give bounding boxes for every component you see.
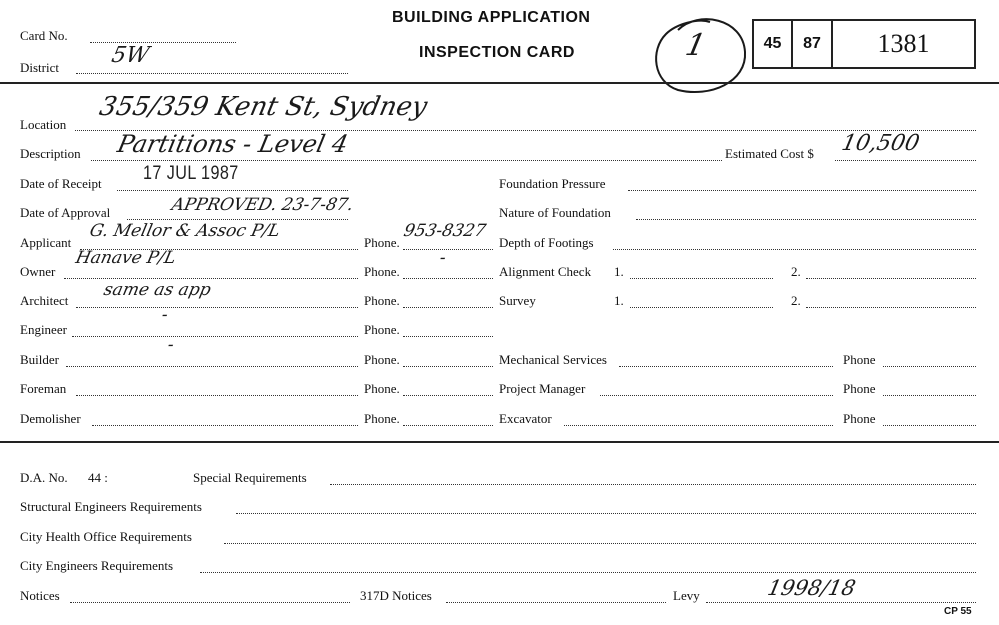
special-requirements-line <box>330 484 976 485</box>
location-label: Location <box>20 117 67 132</box>
excavator-phone-line <box>883 425 976 426</box>
date-of-approval-label: Date of Approval <box>20 205 111 220</box>
builder-line <box>66 366 358 367</box>
engineer-label: Engineer <box>20 322 67 337</box>
notices-label: Notices <box>20 588 60 603</box>
special-requirements-label: Special Requirements <box>193 470 307 485</box>
applicant-phone-value: 953-8327 <box>401 221 488 241</box>
levy-value: 1998/18 <box>765 576 858 600</box>
foreman-phone-label: Phone. <box>364 381 400 396</box>
description-label: Description <box>20 146 81 161</box>
estimated-cost-line <box>835 160 976 161</box>
levy-label: Levy <box>673 588 700 603</box>
builder-phone-line <box>403 366 493 367</box>
form-title-line1: BUILDING APPLICATION <box>392 9 591 26</box>
code-box-1: 45 <box>752 19 793 69</box>
foundation-pressure-label: Foundation Pressure <box>499 176 606 191</box>
city-engineers-label: City Engineers Requirements <box>20 558 174 573</box>
project-manager-phone-label: Phone <box>843 381 876 396</box>
engineer-phone-label: Phone. <box>364 322 400 337</box>
mechanical-phone-line <box>883 366 976 367</box>
depth-of-footings-label: Depth of Footings <box>499 235 594 250</box>
survey-1-line <box>630 307 773 308</box>
district-value: 5W <box>109 43 152 68</box>
architect-label: Architect <box>20 293 69 308</box>
city-health-label: City Health Office Requirements <box>20 529 192 544</box>
city-engineers-line <box>200 572 976 573</box>
district-label: District <box>20 60 59 75</box>
card-number-box: 1381 <box>831 19 976 69</box>
alignment-check-label: Alignment Check <box>499 264 592 279</box>
demolisher-label: Demolisher <box>20 411 81 426</box>
project-manager-phone-line <box>883 395 976 396</box>
date-of-receipt-value: 17 JUL 1987 <box>143 163 239 184</box>
project-manager-label: Project Manager <box>499 381 586 396</box>
engineer-phone-line <box>403 336 493 337</box>
demolisher-phone-label: Phone. <box>364 411 400 426</box>
owner-line <box>64 278 358 279</box>
architect-phone-line <box>403 307 493 308</box>
card-no-label: Card No. <box>20 28 68 43</box>
mechanical-phone-label: Phone <box>843 352 876 367</box>
applicant-label: Applicant <box>20 235 72 250</box>
mechanical-services-label: Mechanical Services <box>499 352 607 367</box>
estimated-cost-label: Estimated Cost $ <box>725 146 814 161</box>
levy-line <box>706 602 976 603</box>
code-box-2: 87 <box>791 19 833 69</box>
da-no-value: 44 : <box>88 470 108 485</box>
notices-317d-label: 317D Notices <box>360 588 432 603</box>
alignment-check-2-label: 2. <box>791 264 801 279</box>
location-value: 355/359 Kent St, Sydney <box>96 92 430 122</box>
city-health-line <box>224 543 976 544</box>
date-of-receipt-label: Date of Receipt <box>20 176 102 191</box>
project-manager-line <box>600 395 833 396</box>
description-value: Partitions - Level 4 <box>115 130 351 158</box>
notices-line <box>70 602 350 603</box>
mechanical-services-line <box>619 366 833 367</box>
survey-1-label: 1. <box>614 293 624 308</box>
builder-phone-label: Phone. <box>364 352 400 367</box>
structural-engineers-line <box>236 513 976 514</box>
date-of-receipt-line <box>117 190 348 191</box>
card-no-line <box>90 42 236 43</box>
applicant-phone-line <box>403 249 493 250</box>
district-line <box>76 73 348 74</box>
section-divider <box>0 441 999 443</box>
form-title-line2: INSPECTION CARD <box>419 44 575 61</box>
applicant-value: G. Mellor & Assoc P/L <box>87 221 282 241</box>
date-of-approval-value: APPROVED. 23-7-87. <box>169 195 356 215</box>
alignment-check-1-line <box>630 278 773 279</box>
engineer-line <box>72 336 358 337</box>
owner-phone-label: Phone. <box>364 264 400 279</box>
nature-of-foundation-line <box>636 219 976 220</box>
circled-number: 1 <box>682 28 709 63</box>
description-line <box>91 160 722 161</box>
foreman-line <box>76 395 358 396</box>
excavator-line <box>564 425 833 426</box>
applicant-phone-label: Phone. <box>364 235 400 250</box>
excavator-label: Excavator <box>499 411 552 426</box>
estimated-cost-value: 10,500 <box>839 131 922 156</box>
architect-phone-label: Phone. <box>364 293 400 308</box>
foreman-label: Foreman <box>20 381 67 396</box>
structural-engineers-label: Structural Engineers Requirements <box>20 499 202 514</box>
builder-value: - <box>165 335 176 355</box>
demolisher-line <box>92 425 358 426</box>
owner-value: Hanave P/L <box>73 248 178 268</box>
owner-phone-line <box>403 278 493 279</box>
owner-label: Owner <box>20 264 56 279</box>
notices-317d-line <box>446 602 666 603</box>
owner-phone-value: - <box>437 248 448 268</box>
alignment-check-2-line <box>806 278 976 279</box>
foreman-phone-line <box>403 395 493 396</box>
architect-line <box>76 307 358 308</box>
depth-of-footings-line <box>613 249 976 250</box>
demolisher-phone-line <box>403 425 493 426</box>
date-of-approval-line <box>127 219 348 220</box>
nature-of-foundation-label: Nature of Foundation <box>499 205 611 220</box>
architect-value: same as app <box>101 280 213 300</box>
da-no-label: D.A. No. <box>20 470 68 485</box>
form-code: CP 55 <box>944 606 972 617</box>
header-divider <box>0 82 999 84</box>
foundation-pressure-line <box>628 190 976 191</box>
excavator-phone-label: Phone <box>843 411 876 426</box>
alignment-check-1-label: 1. <box>614 264 624 279</box>
builder-label: Builder <box>20 352 59 367</box>
engineer-value: - <box>159 305 170 325</box>
survey-2-line <box>806 307 976 308</box>
survey-2-label: 2. <box>791 293 801 308</box>
survey-label: Survey <box>499 293 536 308</box>
